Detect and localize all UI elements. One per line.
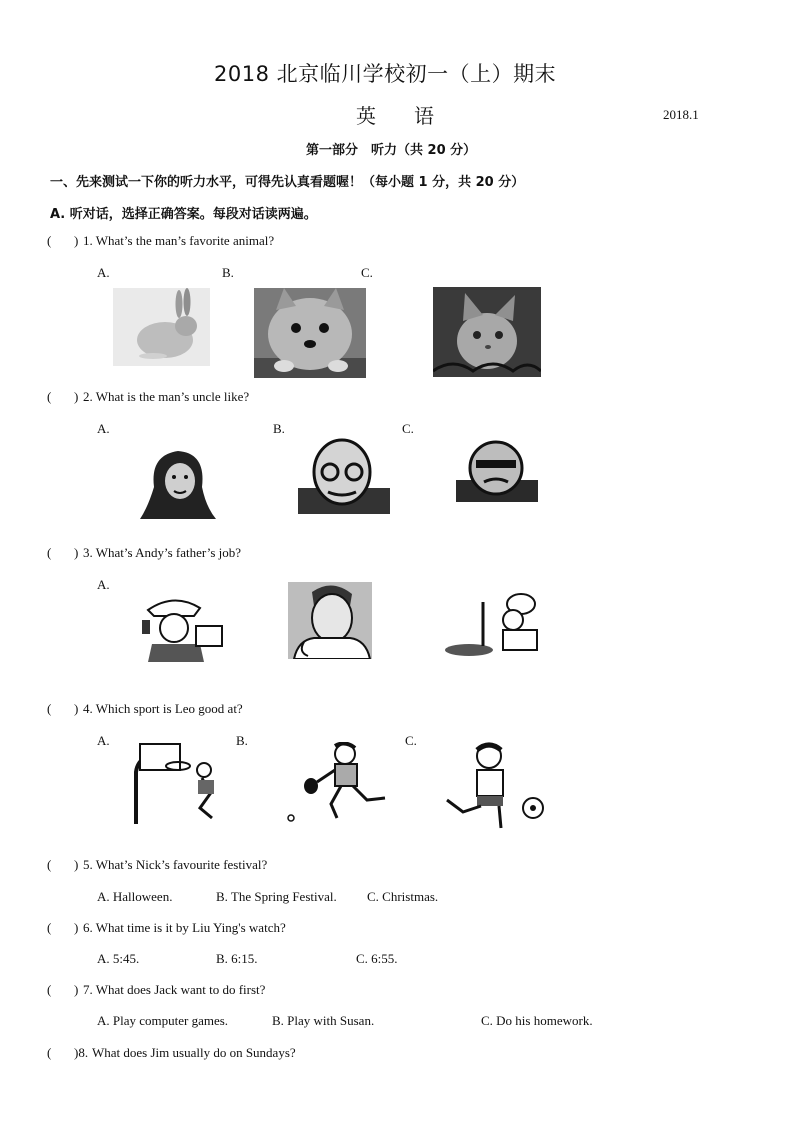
option-label: C. — [361, 265, 373, 280]
question-6: 6. What time is it by Liu Ying's watch? — [83, 920, 286, 935]
soccer-drawing — [441, 742, 547, 834]
option-label: B. — [222, 265, 234, 280]
section-a-instruction: A. 听对话，选择正确答案。每段对话读两遍。 — [50, 207, 317, 222]
page-title: 2018 北京临川学校初一（上）期末 — [214, 62, 557, 86]
answer-paren-open: ( — [47, 857, 52, 872]
option-label: A. — [97, 265, 110, 280]
option-label: B. — [236, 733, 248, 748]
answer-paren-close: ) — [74, 982, 79, 997]
option-label: C. — [405, 733, 417, 748]
question-1: 1. What’s the man’s favorite animal? — [83, 233, 275, 248]
answer-paren-close: )8. — [74, 1045, 89, 1060]
option-label: A. — [97, 733, 110, 748]
answer-paren-open: ( — [47, 1045, 52, 1060]
answer-paren-open: ( — [47, 701, 52, 716]
option-b: B. The Spring Festival. — [216, 889, 337, 904]
chef-drawing — [443, 592, 541, 658]
question-4: 4. Which sport is Leo good at? — [83, 701, 243, 716]
police-officer-drawing — [134, 592, 226, 662]
option-a: A. Halloween. — [97, 889, 173, 904]
answer-paren-close: ) — [74, 233, 79, 248]
option-c: C. Do his homework. — [481, 1013, 593, 1028]
answer-paren-close: ) — [74, 389, 79, 404]
option-b: B. Play with Susan. — [272, 1013, 375, 1028]
answer-paren-open: ( — [47, 982, 52, 997]
option-label: B. — [273, 421, 285, 436]
question-3: 3. What’s Andy’s father’s job? — [83, 545, 242, 560]
question-8: What does Jim usually do on Sundays? — [92, 1045, 296, 1060]
option-label: A. — [97, 421, 110, 436]
option-c: C. Christmas. — [367, 889, 439, 904]
answer-paren-open: ( — [47, 233, 52, 248]
long-hair-man-drawing — [136, 447, 221, 519]
section-instruction: 一、先来测试一下你的听力水平，可得先认真看题喔！（每小题 1 分，共 20 分） — [50, 175, 525, 190]
option-label: A. — [97, 577, 110, 592]
sunglasses-man-drawing — [456, 440, 538, 502]
option-c: C. 6:55. — [356, 951, 398, 966]
question-5: 5. What’s Nick’s favourite festival? — [83, 857, 268, 872]
option-a: A. 5:45. — [97, 951, 140, 966]
exam-date: 2018.1 — [663, 107, 699, 122]
answer-paren-close: ) — [74, 701, 79, 716]
bald-man-glasses-drawing — [298, 438, 390, 514]
answer-paren-close: ) — [74, 545, 79, 560]
option-label: C. — [402, 421, 414, 436]
doctor-drawing — [288, 582, 372, 659]
answer-paren-close: ) — [74, 857, 79, 872]
basketball-drawing — [130, 742, 226, 824]
ping-pong-drawing — [285, 742, 395, 824]
option-a: A. Play computer games. — [97, 1013, 229, 1028]
answer-paren-close: ) — [74, 920, 79, 935]
option-b: B. 6:15. — [216, 951, 258, 966]
question-2: 2. What is the man’s uncle like? — [83, 389, 250, 404]
answer-paren-open: ( — [47, 545, 52, 560]
answer-paren-open: ( — [47, 920, 52, 935]
part-heading: 第一部分 听力（共 20 分） — [306, 143, 477, 158]
answer-paren-open: ( — [47, 389, 52, 404]
rabbit-photo — [113, 288, 210, 366]
kitten-photo — [433, 287, 541, 377]
question-7: 7. What does Jack want to do first? — [83, 982, 266, 997]
dog-photo — [254, 288, 366, 378]
subject-title: 英语 — [356, 104, 472, 128]
